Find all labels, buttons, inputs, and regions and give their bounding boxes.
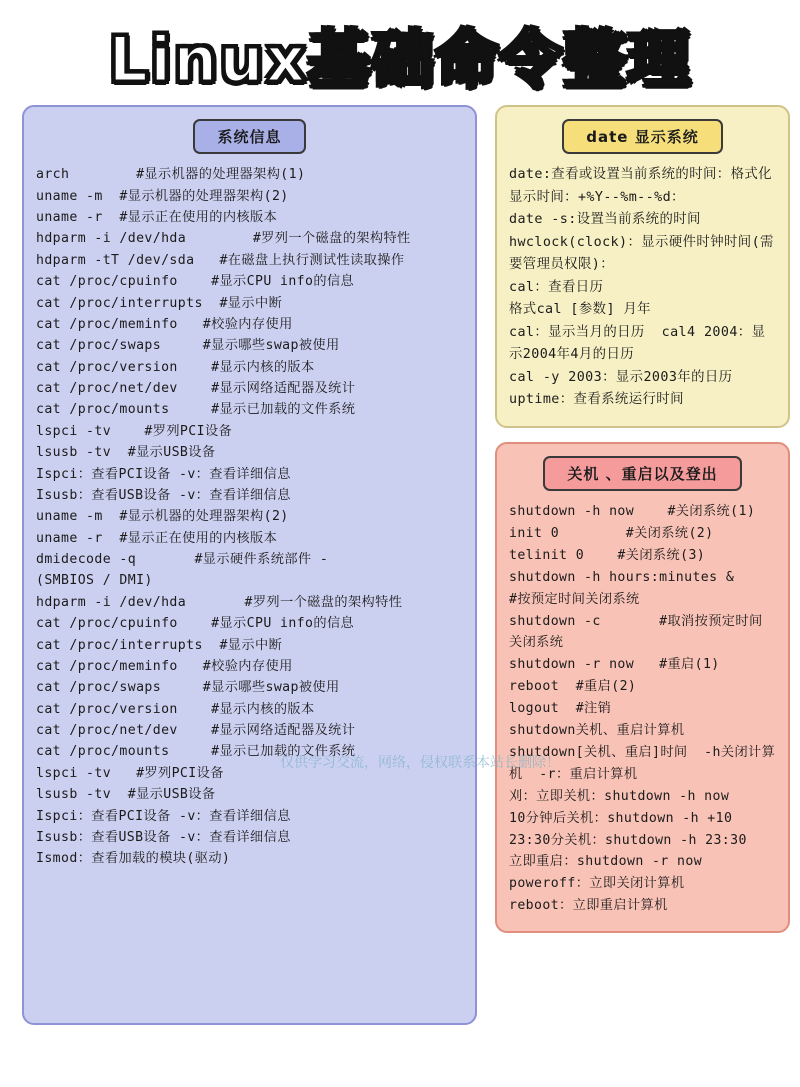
shutdown-command-list — [509, 501, 776, 917]
command-line: 立即重启：shutdown -r now — [509, 854, 703, 870]
page-title-wrap — [0, 0, 800, 105]
card-date-header — [509, 119, 776, 154]
command-line: cat /proc/version #显示内核的版本 — [36, 359, 315, 375]
command-line: uname -m #显示机器的处理器架构(2) — [36, 509, 289, 525]
command-line: date -s:设置当前系统的时间 — [509, 212, 701, 228]
command-line: (SMBIOS / DMI) — [36, 573, 153, 589]
command-line: lspci -tv #罗列PCI设备 — [36, 423, 233, 439]
command-line: reboot：立即重启计算机 — [509, 898, 668, 914]
command-line: cat /proc/mounts #显示已加载的文件系统 — [36, 744, 356, 760]
command-line: dmidecode -q #显示硬件系统部件 - — [36, 552, 329, 568]
command-line: logout #注销 — [509, 701, 612, 717]
command-line: cat /proc/version #显示内核的版本 — [36, 701, 315, 717]
card-system-info-header — [36, 119, 463, 154]
command-line: Ispci：查看PCI设备 -v：查看详细信息 — [36, 466, 291, 482]
command-line: 刈：立即关机：shutdown -h now — [509, 788, 730, 804]
command-line: uname -r #显示正在使用的内核版本 — [36, 210, 278, 226]
command-line: lsusb -tv #显示USB设备 — [36, 445, 216, 461]
command-line: lspci -tv #罗列PCI设备 — [36, 765, 224, 781]
command-line: cat /proc/interrupts #显示中断 — [36, 295, 283, 311]
command-line: 格式cal [参数] 月年 — [509, 302, 651, 318]
command-line: cat /proc/net/dev #显示网络适配器及统计 — [36, 723, 356, 739]
command-line: cat /proc/swaps #显示哪些swap被使用 — [36, 338, 340, 354]
command-line: cat /proc/mounts #显示已加载的文件系统 — [36, 402, 356, 418]
command-line: uptime：查看系统运行时间 — [509, 392, 684, 408]
system-info-command-list — [36, 164, 463, 869]
command-line: hdparm -i /dev/hda #罗列一个磁盘的架构特性 — [36, 231, 411, 247]
command-line: shutdown关机、重启计算机 — [509, 723, 685, 739]
page-title: Linux基础命令整理 — [108, 23, 692, 96]
command-line: reboot #重启(2) — [509, 679, 637, 695]
command-line: #按预定时间关闭系统 — [509, 591, 640, 607]
command-line: 23:30分关机：shutdown -h 23:30 — [509, 832, 747, 848]
command-line: hdparm -i /dev/hda #罗列一个磁盘的架构特性 — [36, 594, 403, 610]
command-line: date:查看或设置当前系统的时间：格式化显示时间：+%Y--%m--%d： — [509, 167, 772, 205]
command-line: uname -r #显示正在使用的内核版本 — [36, 530, 278, 546]
command-line: cat /proc/interrupts #显示中断 — [36, 637, 283, 653]
card-system-info — [22, 105, 477, 1025]
command-line: cal -y 2003：显示2003年的日历 — [509, 369, 733, 385]
content-columns — [0, 105, 800, 1025]
command-line: Ispci：查看PCI设备 -v：查看详细信息 — [36, 808, 291, 824]
command-line: arch #显示机器的处理器架构(1) — [36, 167, 306, 183]
command-line: cat /proc/cpuinfo #显示CPU info的信息 — [36, 616, 355, 632]
card-shutdown-title: 关机 、重启以及登出 — [543, 456, 741, 491]
date-command-list — [509, 164, 776, 412]
card-shutdown-header — [509, 456, 776, 491]
command-line: shutdown[关机、重启]时间 -h关闭计算机 -r：重启计算机 — [509, 744, 776, 782]
card-date — [495, 105, 790, 428]
command-line: shutdown -c #取消按预定时间关闭系统 — [509, 613, 763, 651]
card-system-info-title: 系统信息 — [193, 119, 305, 154]
command-line: init 0 #关闭系统(2) — [509, 525, 714, 541]
command-line: cal：显示当月的日历 cal4 2004：显示2004年4月的日历 — [509, 324, 766, 363]
command-line: telinit 0 #关闭系统(3) — [509, 547, 706, 563]
card-date-title: date 显示系统 — [562, 119, 722, 154]
command-line: shutdown -h now #关闭系统(1) — [509, 503, 756, 519]
card-shutdown — [495, 442, 790, 933]
command-line: 10分钟后关机：shutdown -h +10 — [509, 810, 733, 826]
command-line: lsusb -tv #显示USB设备 — [36, 787, 216, 803]
command-line: hdparm -tT /dev/sda #在磁盘上执行测试性读取操作 — [36, 252, 405, 268]
left-column — [22, 105, 477, 1025]
right-column — [495, 105, 790, 933]
command-line: uname -m #显示机器的处理器架构(2) — [36, 188, 289, 204]
command-line: cat /proc/swaps #显示哪些swap被使用 — [36, 680, 340, 696]
command-line: cat /proc/cpuinfo #显示CPU info的信息 — [36, 274, 355, 290]
command-line: Isusb：查看USB设备 -v：查看详细信息 — [36, 487, 291, 503]
command-line: cal：查看日历 — [509, 279, 604, 295]
command-line: Isusb：查看USB设备 -v：查看详细信息 — [36, 829, 291, 845]
command-line: shutdown -h hours:minutes & — [509, 569, 735, 585]
command-line: Ismod：查看加载的模块(驱动) — [36, 851, 231, 867]
command-line: cat /proc/meminfo #校验内存使用 — [36, 658, 293, 674]
command-line: poweroff：立即关闭计算机 — [509, 876, 685, 892]
watermark-text: 仅供学习交流，网络，侵权联系本站长删除！ — [280, 755, 560, 771]
command-line: cat /proc/net/dev #显示网络适配器及统计 — [36, 381, 356, 397]
command-line: hwclock(clock)：显示硬件时钟时间(需要管理员权限)： — [509, 234, 774, 273]
command-line: cat /proc/meminfo #校验内存使用 — [36, 316, 293, 332]
command-line: shutdown -r now #重启(1) — [509, 657, 720, 673]
